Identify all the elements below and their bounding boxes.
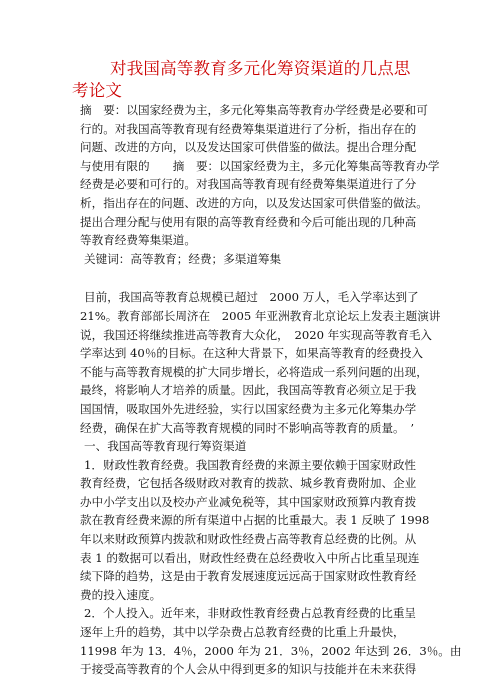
body-line: 办中小学支出以及校办产业减免税等，其中国家财政预算内教育拨 bbox=[80, 494, 417, 509]
abstract-line: 摘 要：以国家经费为主，多元化筹集高等教育办学经费是必要和可 bbox=[80, 103, 428, 117]
section-heading: 一、我国高等教育现行筹资渠道 bbox=[84, 439, 247, 454]
body-line: 表 1 的数据可以看出，财政性经费在总经费收入中所占比重呈现连 bbox=[80, 550, 420, 565]
body-line: 2．个人投入。近年来，非财政性教育经费占总教育经费的比重呈 bbox=[84, 606, 417, 621]
body-line: 学率达到 40％的目标。在这种大背景下，如果高等教育的经费投入 bbox=[80, 346, 424, 361]
body-line: 经费，确保在扩大高等教育规模的同时不影响高等教育的质量。 ’ bbox=[80, 420, 415, 435]
body-line: 说，我国还将继续推进高等教育大众化， 2020 年实现高等教育毛入 bbox=[80, 327, 433, 342]
paragraph-gap bbox=[80, 268, 425, 288]
keywords-line: 关键词：高等教育；经费；多渠道筹集 bbox=[84, 251, 282, 266]
body-line: 21%。教育部部长周济在 2005 年亚洲教育北京论坛上发表主题演讲 bbox=[80, 308, 441, 323]
body-line: 国国情，吸取国外先进经验，实行以国家经费为主多元化筹集办学 bbox=[80, 401, 417, 416]
body-line: 费的投入速度。 bbox=[80, 587, 162, 602]
body-line: 不能与高等教育规模的扩大同步增长，必将造成一系列问题的出现， bbox=[80, 364, 428, 379]
abstract-line: 行的。对我国高等教育现有经费筹集渠道进行了分析，指出存在的 bbox=[80, 121, 417, 136]
body-line: 目前，我国高等教育总规模已超过 2000 万人，毛入学率达到了 bbox=[84, 290, 419, 305]
document-body bbox=[80, 101, 462, 679]
body-line: 11998 年为 13．4％，2000 年为 21．3％，2002 年达到 26．3％。由 bbox=[80, 643, 462, 658]
document-title bbox=[72, 58, 432, 102]
body-line: 逐年上升的趋势，其中以学杂费占总教育经费的比重上升最快， bbox=[80, 625, 405, 640]
abstract-line: 问题、改进的方向，以及发达国家可供借鉴的做法。提出合理分配 bbox=[80, 140, 417, 155]
abstract-line: 与使用有限的 摘 要：以国家经费为主，多元化筹集高等教育办学 bbox=[80, 158, 440, 173]
title-line: 考论文 bbox=[72, 81, 123, 100]
body-line: 于接受高等教育的个人会从中得到更多的知识与技能并在未来获得 bbox=[80, 662, 417, 677]
abstract-line: 经费是必要和可行的。对我国高等教育现有经费筹集渠道进行了分 bbox=[80, 177, 417, 192]
abstract-line: 提出合理分配与使用有限的高等教育经费和今后可能出现的几种高 bbox=[80, 214, 417, 229]
body-line: 最终，将影响人才培养的质量。因此，我国高等教育必须立足于我 bbox=[80, 383, 417, 398]
abstract-line: 析，指出存在的问题、改进的方向，以及发达国家可供借鉴的做法。 bbox=[80, 195, 428, 210]
abstract-line: 等教育经费筹集渠道。 bbox=[80, 233, 196, 248]
body-line: 1．财政性教育经费。我国教育经费的来源主要依赖于国家财政性 bbox=[84, 457, 417, 472]
body-line: 年以来财政预算内拨款和财政性经费占高等教育总经费的比例。从 bbox=[80, 532, 417, 547]
title-line: 对我国高等教育多元化筹资渠道的几点思 bbox=[110, 59, 411, 78]
body-line: 续下降的趋势，这是由于教育发展速度远远高于国家财政性教育经 bbox=[80, 569, 417, 584]
body-line: 教育经费，它包括各级财政对教育的拨款、城乡教育费附加、企业 bbox=[80, 476, 417, 491]
body-line: 款在教育经费来源的所有渠道中占据的比重最大。表 1 反映了 1998 bbox=[80, 513, 430, 528]
